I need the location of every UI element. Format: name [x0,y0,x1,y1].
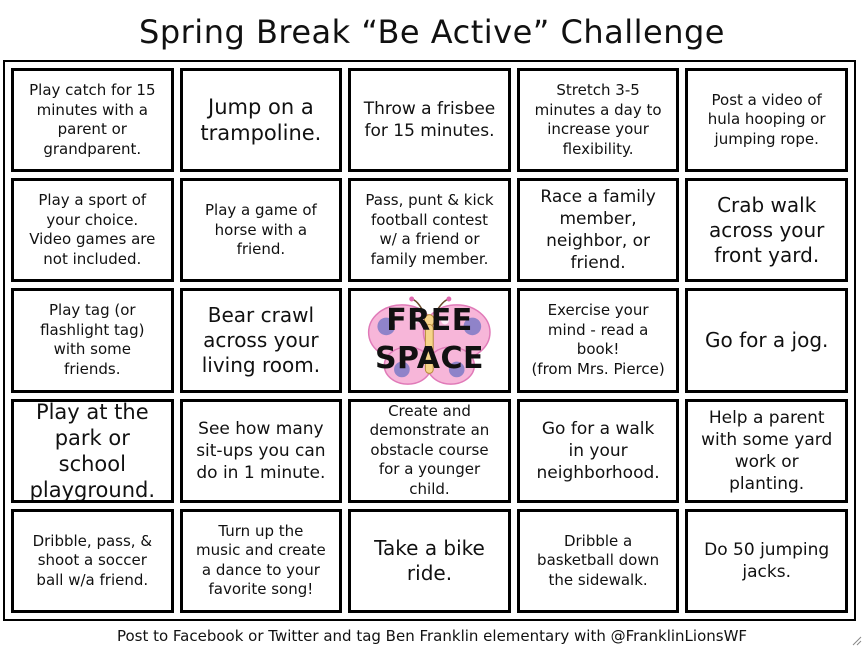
challenge-text: Pass, punt & kick football contest w/ a friend or family member. [365,191,494,268]
challenge-cell [517,509,680,613]
challenge-text: Go for a walk in your neighborhood. [536,418,660,483]
challenge-cell [11,509,174,613]
challenge-text: See how many sit-ups you can do in 1 minute. [196,418,326,483]
challenge-text: Dribble, pass, & shoot a soccer ball w/a friend. [32,531,153,589]
challenge-cell [685,509,848,613]
challenge-cell [180,68,343,172]
challenge-cell [685,178,848,282]
challenge-cell [11,68,174,172]
challenge-text: Dribble a basketball down the sidewalk. [537,531,660,589]
challenge-text: Jump on a trampoline. [200,95,322,146]
challenge-cell [180,399,343,503]
challenge-cell [348,178,511,282]
challenge-text: Play a game of horse with a friend. [204,201,317,259]
challenge-cell [517,68,680,172]
challenge-cell [517,178,680,282]
challenge-text: Do 50 jumping jacks. [704,539,830,582]
challenge-text: Play a sport of your choice. Video games are not included. [29,191,156,268]
bingo-board [3,60,856,621]
challenge-text: Post a video of hula hooping or jumping rope. [707,90,826,148]
challenge-cell [348,509,511,613]
challenge-cell [685,68,848,172]
challenge-text: Play tag (or flashlight tag) with some friends. [40,301,145,378]
resize-grip-icon[interactable] [850,634,862,646]
challenge-cell [11,178,174,282]
challenge-text: Race a family member, neighbor, or friend. [540,187,656,274]
challenge-cell [11,288,174,392]
challenge-text: Bear crawl across your living room. [201,302,321,377]
challenge-text: Crab walk across your front yard. [708,192,825,267]
challenge-cell [517,399,680,503]
challenge-cell [180,509,343,613]
challenge-cell [180,178,343,282]
challenge-cell [348,399,511,503]
challenge-text: Play catch for 15 minutes with a parent or grandparent. [29,81,156,158]
challenge-text: Create and demonstrate an obstacle course for a younger child. [369,401,490,498]
challenge-text: Play at the park or school playground. [29,399,156,502]
challenge-text: Help a parent with some yard work or planting. [701,407,833,494]
challenge-text: Go for a jog. [704,327,829,352]
page-title: Spring Break “Be Active” Challenge [139,13,725,51]
challenge-text: Throw a frisbee for 15 minutes. [363,99,496,142]
challenge-text: Turn up the music and create a dance to your favorite song! [196,521,326,599]
free-space-cell [348,288,511,392]
challenge-cell [348,68,511,172]
challenge-text: Stretch 3-5 minutes a day to increase your flexibility. [534,81,662,158]
footer-note: Post to Facebook or Twitter and tag Ben Franklin elementary with @FranklinLionsWF [116,627,748,645]
challenge-text: Take a bike ride. [374,535,485,585]
challenge-cell [517,288,680,392]
challenge-cell [685,399,848,503]
challenge-text: Exercise your mind - read a book! (from Mrs. Pierce) [531,301,665,378]
challenge-cell [11,399,174,503]
free-space-label: FREE SPACE [374,303,485,377]
challenge-cell [180,288,343,392]
challenge-cell [685,288,848,392]
